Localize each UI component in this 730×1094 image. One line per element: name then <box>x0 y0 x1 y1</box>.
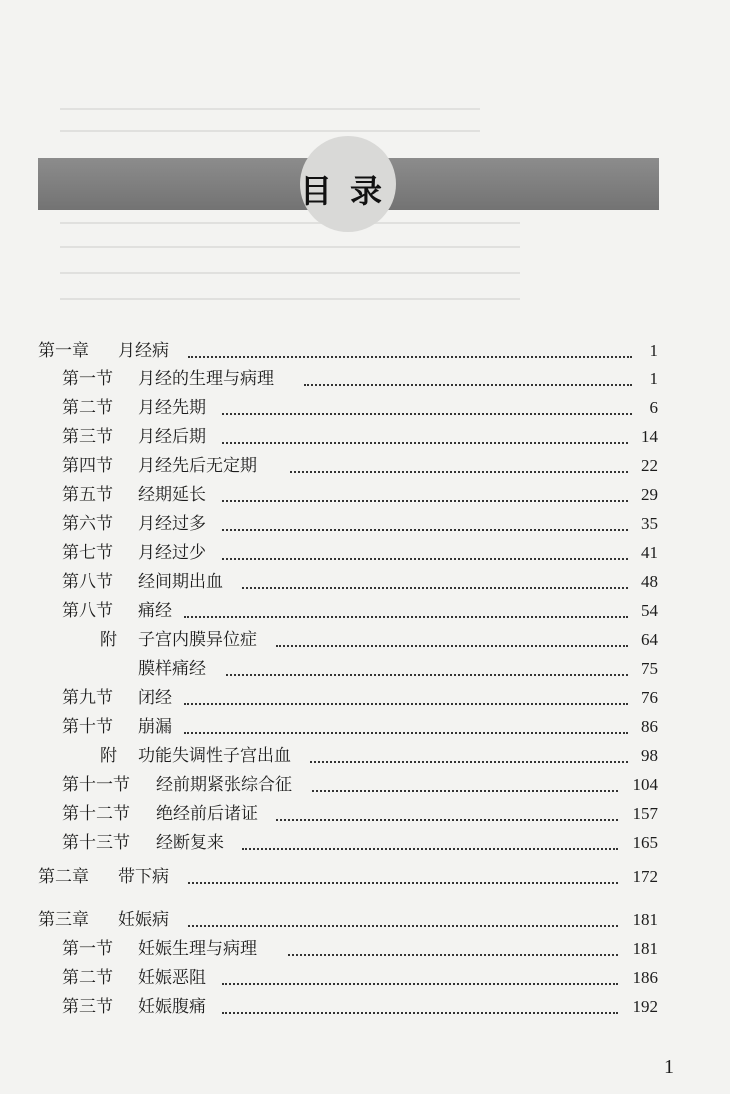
toc-entry <box>62 368 658 390</box>
toc-entry-appendix <box>62 658 658 680</box>
entry-number: 第二节 <box>62 398 113 418</box>
toc-entry <box>62 996 658 1018</box>
dot-leader <box>312 790 618 792</box>
dot-leader <box>288 954 618 956</box>
entry-title: 月经过多 <box>138 514 206 534</box>
entry-page: 75 <box>641 659 658 678</box>
entry-number: 第四节 <box>62 456 113 476</box>
toc-entry-chapter-1 <box>38 340 658 362</box>
entry-number: 附 <box>100 630 117 650</box>
entry-page: 14 <box>641 427 658 446</box>
dot-leader <box>226 674 628 676</box>
entry-title: 经前期紧张综合征 <box>156 775 292 795</box>
dot-leader <box>184 732 628 734</box>
toc-entry <box>62 774 658 796</box>
toc-entry <box>62 832 658 854</box>
entry-page: 181 <box>632 939 658 958</box>
dot-leader <box>188 882 618 884</box>
toc-entry-chapter-2 <box>38 866 658 888</box>
toc-entry <box>62 938 658 960</box>
entry-title: 妊娠病 <box>118 910 169 930</box>
entry-title: 月经先后无定期 <box>138 456 257 476</box>
toc-entry <box>62 455 658 477</box>
toc-entry <box>62 513 658 535</box>
entry-number: 第五节 <box>62 485 113 505</box>
entry-number: 第十三节 <box>62 833 130 853</box>
toc-entry <box>62 600 658 622</box>
entry-number: 第十二节 <box>62 804 130 824</box>
entry-page: 1 <box>649 341 658 360</box>
entry-title: 经期延长 <box>138 485 206 505</box>
dot-leader <box>222 413 632 415</box>
entry-page: 98 <box>641 746 658 765</box>
entry-title: 妊娠恶阻 <box>138 968 206 988</box>
entry-title: 经断复来 <box>156 833 224 853</box>
dot-leader <box>304 384 632 386</box>
dot-leader <box>184 703 628 705</box>
entry-number: 第八节 <box>62 601 113 621</box>
dot-leader <box>222 529 628 531</box>
dot-leader <box>242 848 618 850</box>
entry-title: 功能失调性子宫出血 <box>138 746 291 766</box>
page-title: 目录 <box>299 172 400 210</box>
dot-leader <box>310 761 628 763</box>
toc-entry <box>62 967 658 989</box>
entry-page: 157 <box>632 804 658 823</box>
entry-page: 181 <box>632 910 658 929</box>
entry-number: 第八节 <box>62 572 113 592</box>
entry-number: 第十节 <box>62 717 113 737</box>
entry-number: 第一节 <box>62 369 113 389</box>
entry-number: 第三节 <box>62 427 113 447</box>
toc-entry <box>62 687 658 709</box>
dot-leader <box>188 356 632 358</box>
dot-leader <box>188 925 618 927</box>
entry-title: 绝经前后诸证 <box>156 804 258 824</box>
entry-page: 29 <box>641 485 658 504</box>
dot-leader <box>184 616 628 618</box>
toc-entry-appendix <box>62 745 658 767</box>
entry-title: 膜样痛经 <box>138 659 206 679</box>
entry-page: 1 <box>649 369 658 388</box>
page-number: 1 <box>664 1056 674 1078</box>
toc-entry <box>62 426 658 448</box>
dot-leader <box>276 819 618 821</box>
entry-page: 6 <box>649 398 658 417</box>
dot-leader <box>290 471 628 473</box>
entry-title: 妊娠生理与病理 <box>138 939 257 959</box>
entry-number: 第六节 <box>62 514 113 534</box>
toc-entry-chapter-3 <box>38 909 658 931</box>
entry-number: 第二节 <box>62 968 113 988</box>
entry-title: 月经先期 <box>138 398 206 418</box>
dot-leader <box>276 645 628 647</box>
dot-leader <box>222 558 628 560</box>
entry-page: 64 <box>641 630 658 649</box>
entry-title: 妊娠腹痛 <box>138 997 206 1017</box>
toc-entry <box>62 571 658 593</box>
entry-number: 第七节 <box>62 543 113 563</box>
dot-leader <box>222 500 628 502</box>
entry-number: 第二章 <box>38 867 89 887</box>
entry-page: 104 <box>632 775 658 794</box>
entry-page: 54 <box>641 601 658 620</box>
entry-page: 76 <box>641 688 658 707</box>
entry-title: 带下病 <box>118 867 169 887</box>
toc-entry <box>62 716 658 738</box>
dot-leader <box>222 442 628 444</box>
entry-title: 痛经 <box>138 601 172 621</box>
entry-page: 48 <box>641 572 658 591</box>
entry-number: 附 <box>100 746 117 766</box>
toc-entry <box>62 397 658 419</box>
entry-number: 第一章 <box>38 341 89 361</box>
entry-number: 第三节 <box>62 997 113 1017</box>
entry-title: 子宫内膜异位症 <box>138 630 257 650</box>
entry-title: 闭经 <box>138 688 172 708</box>
entry-page: 41 <box>641 543 658 562</box>
entry-title: 月经病 <box>118 341 169 361</box>
dot-leader <box>222 983 618 985</box>
toc-entry <box>62 484 658 506</box>
entry-page: 192 <box>632 997 658 1016</box>
entry-number: 第一节 <box>62 939 113 959</box>
entry-page: 22 <box>641 456 658 475</box>
entry-number: 第九节 <box>62 688 113 708</box>
entry-page: 172 <box>632 867 658 886</box>
dot-leader <box>222 1012 618 1014</box>
entry-number: 第三章 <box>38 910 89 930</box>
toc-entry-appendix <box>62 629 658 651</box>
toc-entry <box>62 803 658 825</box>
toc-entry <box>62 542 658 564</box>
entry-page: 186 <box>632 968 658 987</box>
entry-page: 165 <box>632 833 658 852</box>
entry-title: 月经后期 <box>138 427 206 447</box>
entry-title: 月经的生理与病理 <box>138 369 274 389</box>
entry-page: 86 <box>641 717 658 736</box>
dot-leader <box>242 587 628 589</box>
entry-page: 35 <box>641 514 658 533</box>
entry-number: 第十一节 <box>62 775 130 795</box>
entry-title: 经间期出血 <box>138 572 223 592</box>
entry-title: 月经过少 <box>138 543 206 563</box>
entry-title: 崩漏 <box>138 717 172 737</box>
